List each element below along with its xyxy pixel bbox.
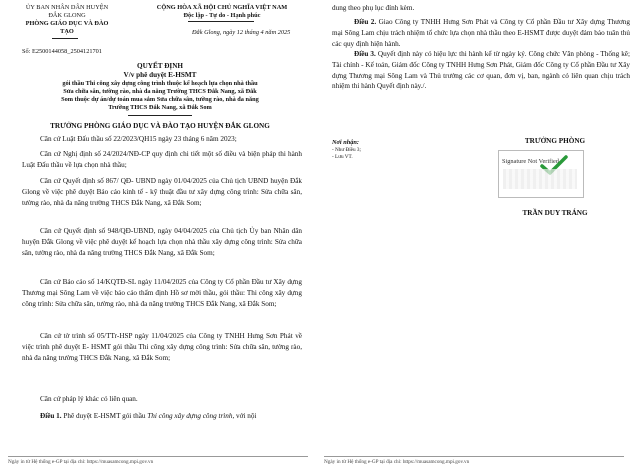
signature-box xyxy=(498,150,584,198)
decision-subtitle: V/v phê duyệt E-HSMT xyxy=(123,71,197,79)
article-3-label: Điều 3. xyxy=(354,50,376,58)
org-line-2: ĐẮK GLONG xyxy=(48,12,86,19)
nation-underline xyxy=(188,21,254,22)
authority-heading: TRƯỞNG PHÒNG GIÁO DỤC VÀ ĐÀO TẠO HUYỆN ĐẮK GLONG xyxy=(50,122,270,130)
basis-2: Căn cứ Nghị định số 24/2024/NĐ-CP quy định chi tiết một số điều và biện pháp thi hành Luật Đấu thầu về lựa chọn nhà thầu; xyxy=(22,150,302,169)
footer-left: Ngày in từ Hệ thống e-GP tại địa chỉ: https://muasamcong.mpi.gov.vn xyxy=(8,459,154,465)
article-2-text: Giao Công ty TNHH Hưng Sơn Phát và Công ty Cổ phần Đầu tư Xây dựng Thương mại Sông Lam chịu trách nhiệm tổ chức lựa chọn nhà thầu theo E-HSMT được duyệt đảm bảo tuân thủ các quy định hiện hành. xyxy=(332,18,630,48)
org-line-1: ỦY BAN NHÂN DÂN HUYỆN xyxy=(25,4,109,11)
nation-line-1: CỘNG HÒA XÃ HỘI CHỦ NGHĨA VIỆT NAM xyxy=(156,4,288,11)
article-2 xyxy=(332,17,630,49)
article-3 xyxy=(332,49,630,92)
recipient-1: - Như Điều 3; xyxy=(332,147,361,153)
basis-3: Căn cứ Quyết định số 867/ QĐ- UBND ngày 01/04/2025 của Chủ tịch UBND huyện Đắk Glong về việc phê duyệt Báo cáo kinh tế - kỹ thuật đầu tư xây dựng công trình: Sửa chữa sân, tường rào, nhà đa năng trường THCS Đắk Nang, xã Đắk Som; xyxy=(22,177,302,207)
recipients-title: Nơi nhận: xyxy=(332,139,360,146)
decision-title: QUYẾT ĐỊNH xyxy=(137,62,183,70)
signer-title: TRƯỞNG PHÒNG xyxy=(524,137,586,145)
signature-details xyxy=(503,169,577,189)
basis-1: Căn cứ Luật Đấu thầu số 22/2023/QH15 ngày 23 tháng 6 năm 2023; xyxy=(40,135,237,143)
doc-number: Số: E2500144058_2504121701 xyxy=(22,48,102,55)
article-2-label: Điều 2. xyxy=(354,18,377,26)
article-1-end: với nội xyxy=(234,412,257,420)
signer-name: TRẦN DUY TRÁNG xyxy=(522,209,588,217)
nation-line-2: Độc lập - Tự do - Hạnh phúc xyxy=(183,12,261,19)
title-line-2: Sửa chữa sân, tường rào, nhà đa năng Trường THCS Đắk Nang, xã Đắk xyxy=(63,88,257,95)
basis-7: Căn cứ pháp lý khác có liên quan. xyxy=(40,395,138,403)
basis-6: Căn cứ tờ trình số 05/TTr-HSP ngày 11/04/2025 của Công ty TNHH Hưng Sơn Phát về việc trình phê duyệt E- HSMT gói thầu Thi công xây dựng công trình: Sửa chữa sân, tường rào, nhà đa năng trường THCS Đắk Nang, xã Đắk Som; xyxy=(22,332,302,362)
page-right xyxy=(320,0,640,469)
basis-5: Căn cứ Báo cáo số 14/KQTĐ-SL ngày 11/04/2025 của Công ty Cổ phần Đầu tư Xây dựng Thương mại Sông Lam về việc báo cáo thẩm định Hồ sơ mời thầu, gói thầu: Thi công xây dựng công trình: Sửa chữa sân, tường rào, nhà đa năng trường THCS Đắk Nang, xã Đắk Som; xyxy=(22,278,302,308)
footer-rule-left xyxy=(8,456,308,457)
article-1-label: Điều 1. xyxy=(40,412,62,420)
org-line-3: PHÒNG GIÁO DỤC VÀ ĐÀO xyxy=(25,20,109,27)
org-underline xyxy=(52,38,78,39)
title-line-4: Trường THCS Đắk Nang, xã Đắk Som xyxy=(108,104,212,111)
article-1-text: Phê duyệt E-HSMT gói thầu xyxy=(61,412,148,420)
place-date: Đắk Glong, ngày 12 tháng 4 năm 2025 xyxy=(192,29,291,36)
org-line-4: TẠO xyxy=(60,28,74,35)
continuation-text: dung theo phụ lục đính kèm. xyxy=(332,4,415,12)
signature-status: Signature Not Verified xyxy=(502,158,559,165)
article-1-italic: Thi công xây dựng công trình, xyxy=(147,412,235,420)
title-line-1: gói thầu Thi công xây dựng công trình thuộc kế hoạch lựa chọn nhà thầu xyxy=(62,80,258,87)
footer-right: Ngày in từ Hệ thống e-GP tại địa chỉ: https://muasamcong.mpi.gov.vn xyxy=(324,459,470,465)
basis-4: Căn cứ Quyết định số 948/QĐ-UBND, ngày 04/04/2025 của Chủ tịch Ủy ban Nhân dân huyện Đắk Glong về việc phê duyệt kế hoạch lựa chọn nhà thầu xây dựng công trình: Sửa chữa sân, tường rào, nhà đa năng trường THCS Đắk Nang, xã Đắk Som; xyxy=(22,227,302,257)
article-1 xyxy=(22,411,302,422)
title-underline xyxy=(128,115,192,116)
article-3-text: Quyết định này có hiệu lực thi hành kể từ ngày ký. Công chức Văn phòng - Thống kê; Tài chính - Kế toán, Giám đốc Công ty TNHH Hưng Sơn Phát, Giám đốc Công ty Cổ phần Đầu tư Xây dựng Thương mại Sông Lam và Thủ trưởng các cơ quan, đơn vị, ban, ngành có liên quan chịu trách nhiệm thi hành Quyết định này./. xyxy=(332,50,630,91)
title-line-3: Som thuộc dự án/dự toán mua sắm Sửa chữa sân, tường rào, nhà đa năng xyxy=(61,96,259,103)
footer-rule-right xyxy=(324,456,624,457)
recipient-2: - Lưu VT. xyxy=(332,154,353,160)
